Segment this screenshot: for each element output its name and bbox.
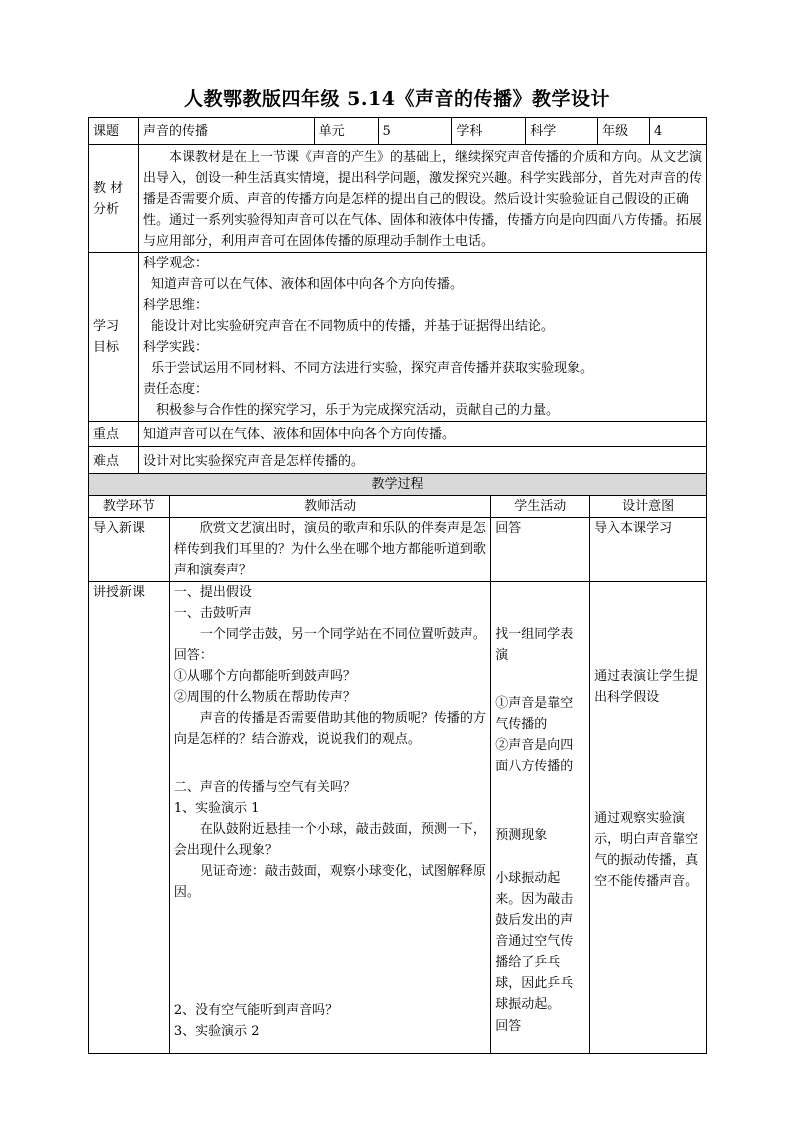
- course-value: 声音的传播: [138, 118, 314, 145]
- subject-value: 科学: [526, 118, 598, 145]
- grade-label: 年级: [598, 118, 650, 145]
- intro-teacher-activity: 欣赏文艺演出时，演员的歌声和乐队的伴奏声是怎样传到我们耳里的？为什么坐在哪个地方都能听道到歌声和演奏声？: [169, 518, 490, 582]
- page-title: 人教鄂教版四年级 5.14《声音的传播》教学设计: [184, 88, 610, 110]
- student-line: 找一组同学表演: [495, 627, 574, 663]
- column-student: 学生活动: [491, 496, 590, 518]
- student-line: ②声音是向四面八方传播的: [495, 738, 574, 774]
- process-columns-row: [89, 496, 707, 518]
- student-line: 小球振动起来。因为敲击鼓后发出的声音通过空气传播给了乒乓球，因此乒乓球振动起。: [495, 871, 574, 1012]
- analysis-text: 本课教材是在上一节课《声音的产生》的基础上，继续探究声音传播的介质和方向。从文艺演出导入，创设一种生活真实情境，提出科学问题，激发探究兴趣。科学实践部分，首先对声音的传播是否需要介质、声音的传播方向是怎样的提出自己的假设。然后设计实验验证自己假设的正确性。通过一系列实验得知声音可以在气体、固体和液体中传播，传播方向是向四面八方传播。拓展与应用部分，利用声音可在固体传播的原理动手制作土电话。: [138, 145, 706, 253]
- teacher-line: 二、声音的传播与空气有关吗？: [173, 780, 356, 795]
- column-teacher: 教师活动: [169, 496, 490, 518]
- analysis-row: [89, 145, 707, 253]
- intent-line: 通过观察实验演示，明白声音靠空气的振动传播，真空不能传播声音。: [594, 811, 699, 889]
- lecture-student-activity: [491, 582, 590, 1054]
- teacher-line: 1、实验演示 1: [173, 801, 260, 816]
- teacher-line: 一、击鼓听声: [173, 606, 252, 621]
- student-line: 回答: [495, 1019, 522, 1034]
- intro-intent: 导入本课学习: [590, 518, 707, 582]
- teacher-line: 在队鼓附近悬挂一个小球，敲击鼓面，预测一下，会出现什么现象？: [173, 822, 486, 858]
- key-point-label: 重点: [89, 422, 139, 447]
- course-label: 课题: [89, 118, 139, 145]
- teacher-line: 一个同学击鼓，另一个同学站在不同位置听鼓声。回答：: [173, 627, 486, 663]
- goals-row: [89, 253, 707, 422]
- teaching-process-table: [88, 473, 707, 1054]
- goal-heading-thinking: 科学思维：: [142, 298, 208, 313]
- info-row: [89, 118, 707, 145]
- lecture-teacher-activity: [169, 582, 490, 1054]
- goals-label: 学习 目标: [89, 253, 139, 422]
- subject-label: 学科: [452, 118, 526, 145]
- lecture-row: [89, 582, 707, 1054]
- lecture-intent: [590, 582, 707, 1054]
- goal-text-concept: 知道声音可以在气体、液体和固体中向各个方向传播。: [150, 277, 463, 292]
- teacher-line: 见证奇迹：敲击鼓面，观察小球变化，试图解释原因。: [173, 864, 486, 900]
- difficulty-text: 设计对比实验探究声音是怎样传播的。: [138, 447, 706, 476]
- column-intent: 设计意图: [590, 496, 707, 518]
- intro-row: [89, 518, 707, 582]
- teacher-line: ①从哪个方向都能听到鼓声吗？: [173, 669, 356, 684]
- teacher-line: 声音的传播是否需要借助其他的物质呢？传播的方向是怎样的？结合游戏，说说我们的观点。: [173, 711, 486, 747]
- student-line: 预测现象: [495, 828, 548, 843]
- goal-text-attitude: 积极参与合作性的探究学习，乐于为完成探究活动，贡献自己的力量。: [155, 403, 559, 418]
- lesson-info-table: [88, 117, 707, 476]
- difficulty-row: [89, 447, 707, 476]
- process-header-row: [89, 474, 707, 496]
- intent-line: 通过表演让学生提出科学假设: [594, 669, 699, 705]
- key-point-row: [89, 422, 707, 447]
- goal-heading-attitude: 责任态度：: [142, 382, 208, 397]
- goal-heading-practice: 科学实践：: [142, 340, 208, 355]
- grade-value: 4: [650, 118, 707, 145]
- intro-stage: 导入新课: [89, 518, 170, 582]
- process-header: 教学过程: [89, 474, 707, 496]
- goal-text-thinking: 能设计对比实验研究声音在不同物质中的传播，并基于证据得出结论。: [150, 319, 554, 334]
- goal-heading-concept: 科学观念：: [142, 256, 208, 271]
- teacher-line: ②周围的什么物质在帮助传声？: [173, 690, 356, 705]
- teacher-line: 3、实验演示 2: [173, 1024, 260, 1039]
- unit-label: 单元: [314, 118, 378, 145]
- goal-text-practice: 乐于尝试运用不同材料、不同方法进行实验，探究声音传播并获取实验现象。: [150, 361, 593, 376]
- lecture-stage: 讲授新课: [89, 582, 170, 1054]
- key-point-text: 知道声音可以在气体、液体和固体中向各个方向传播。: [138, 422, 706, 447]
- difficulty-label: 难点: [89, 447, 139, 476]
- intro-student-activity: 回答: [491, 518, 590, 582]
- analysis-label: 教 材 分析: [89, 145, 139, 253]
- teacher-line: 一、提出假设: [173, 585, 252, 600]
- student-line: ①声音是靠空气传播的: [495, 696, 574, 732]
- unit-value: 5: [378, 118, 452, 145]
- teacher-line: 2、没有空气能听到声音吗？: [173, 1003, 339, 1018]
- goals-content: [138, 253, 706, 422]
- column-stage: 教学环节: [89, 496, 170, 518]
